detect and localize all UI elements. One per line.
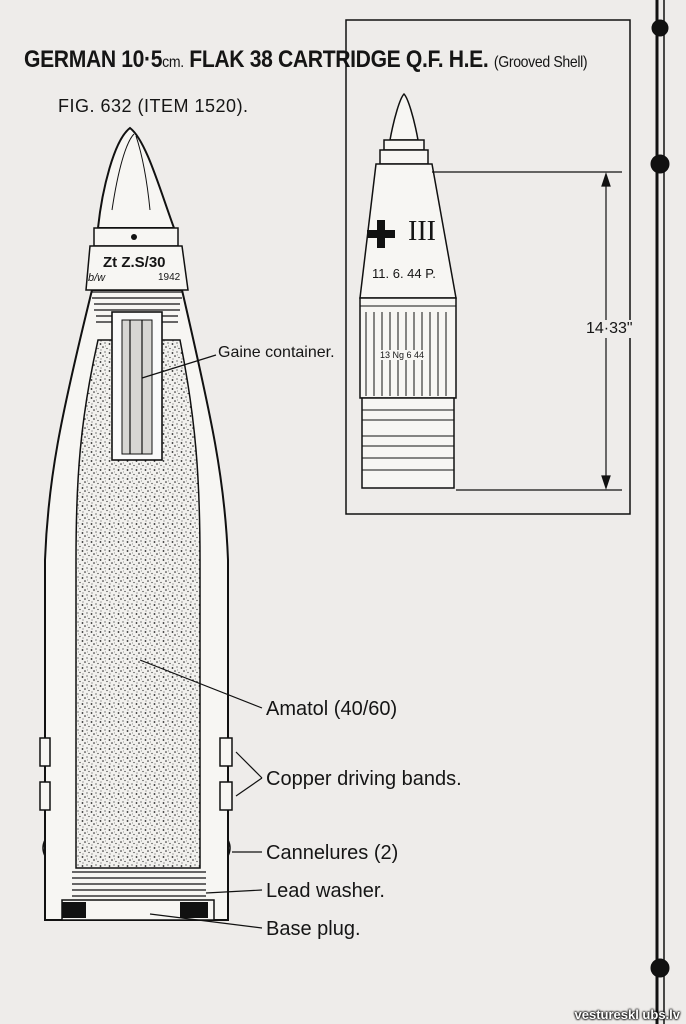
inset-dimension: 14·33"	[586, 320, 633, 337]
title-caliber: GERMAN 10·5	[24, 46, 163, 73]
fuze-marking-main: Zt Z.S/30	[103, 254, 166, 271]
title-unit: cm.	[162, 54, 184, 71]
watermark: vestureskl ubs.lv	[574, 1007, 680, 1022]
figure-reference: FIG. 632 (ITEM 1520).	[58, 96, 249, 116]
label-cannelures: Cannelures (2)	[266, 842, 399, 864]
title-note: (Grooved Shell)	[493, 54, 588, 71]
label-gaine-container: Gaine container.	[218, 344, 335, 361]
label-amatol: Amatol (40/60)	[266, 698, 398, 720]
label-copper-driving-bands: Copper driving bands.	[266, 768, 462, 790]
fuze-marking-year: 1942	[158, 272, 181, 283]
gaine-container	[112, 312, 162, 460]
inset-band-text: 13 Ng 6 44	[380, 350, 425, 360]
label-lead-washer: Lead washer.	[266, 880, 385, 902]
binding-edge	[651, 0, 669, 1024]
title-main: FLAK 38 CARTRIDGE Q.F. H.E.	[189, 46, 489, 73]
fuze-nose	[98, 128, 174, 228]
label-base-plug: Base plug.	[266, 918, 361, 940]
inset-roman-numeral: III	[408, 216, 436, 247]
inset-shell-exterior	[360, 94, 456, 488]
fuze-marking-left: b/w	[88, 272, 106, 284]
inset-date: 11. 6. 44 P.	[372, 266, 436, 281]
